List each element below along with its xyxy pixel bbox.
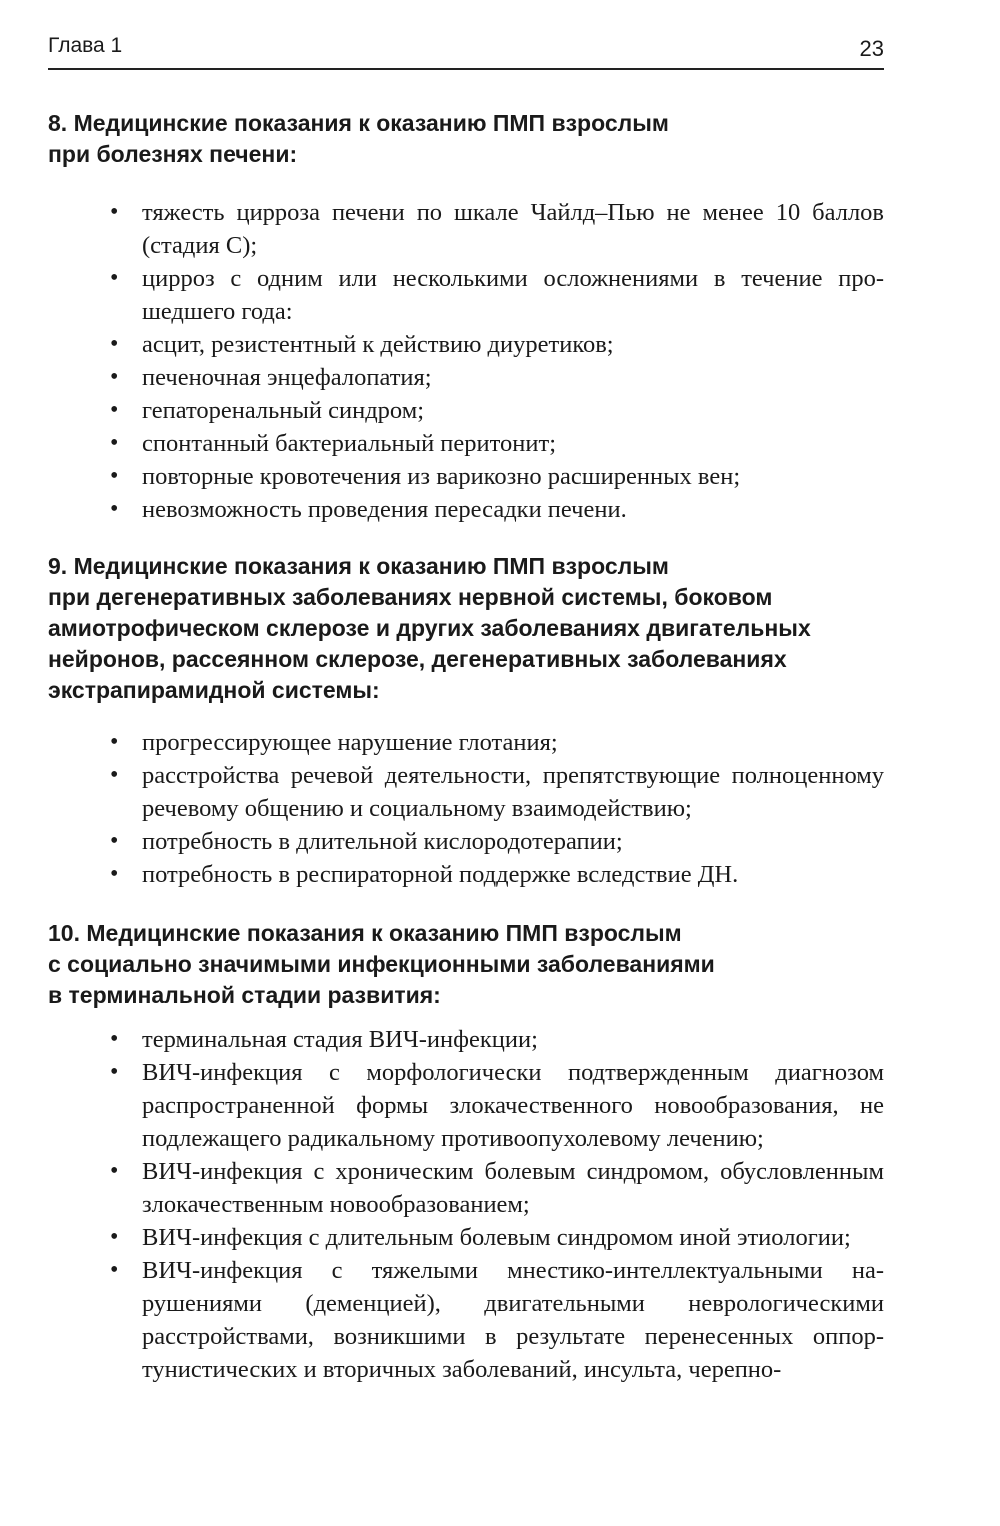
heading-line: с социально значимыми инфекционными заболеваниями [48,951,715,977]
list-item: • ВИЧ-инфекция с морфологически подтвержденным диагнозом распространенной формы злокачественного новообразования, не подлежащего радикальному противоопухолевому лечению; [48,1056,884,1155]
list-item: • невозможность проведения пересадки печени. [48,493,884,526]
list-item: • ВИЧ-инфекция с длительным болевым синдромом иной этиологии; [48,1221,884,1254]
list-item: • печеночная энцефалопатия; [48,361,884,394]
list-item: • гепаторенальный синдром; [48,394,884,427]
list-item: • асцит, резистентный к действию диуретиков; [48,328,884,361]
heading-line: амиотрофическом склерозе и других заболеваниях двигательных [48,615,811,641]
heading-line: при болезнях печени: [48,141,298,167]
heading-line: при дегенеративных заболеваниях нервной системы, боковом [48,584,773,610]
section-9 [48,551,884,891]
heading-line: нейронов, рассеянном склерозе, дегенеративных заболеваниях [48,646,787,672]
list-item: • цирроз с одним или несколькими осложнениями в течение прошедшего года: [48,262,884,328]
list-item: • ВИЧ-инфекция с хроническим болевым синдромом, обусловленным злокачественным новообразованием; [48,1155,884,1221]
heading-line: экстрапирамидной системы: [48,677,380,703]
running-header [48,32,884,70]
section-heading [48,551,884,706]
bullet-list [48,1023,884,1386]
list-item: • тяжесть цирроза печени по шкале Чайлд–Пью не менее 10 баллов (стадия С); [48,196,884,262]
chapter-label: Глава 1 [48,34,123,57]
list-item: • расстройства речевой деятельности, препятствующие полноценному речевому общению и социальному взаимодействию; [48,759,884,825]
heading-line: 10. Медицинские показания к оказанию ПМП взрослым [48,920,682,946]
list-item: • ВИЧ-инфекция с тяжелыми мнестико-интеллектуальными нарушениями (деменцией), двигательными неврологическими расстройствами, возникшими в результате перенесенных оппортунистических и вторичных заболеваний, инсульта, черепно- [48,1254,884,1386]
heading-line: 9. Медицинские показания к оказанию ПМП взрослым [48,553,669,579]
section-heading [48,918,884,1011]
list-item: • повторные кровотечения из варикозно расширенных вен; [48,460,884,493]
bullet-list [48,726,884,891]
section-heading [48,108,884,170]
bullet-list [48,196,884,526]
list-item: • спонтанный бактериальный перитонит; [48,427,884,460]
list-item: • терминальная стадия ВИЧ-инфекции; [48,1023,884,1056]
list-item: • прогрессирующее нарушение глотания; [48,726,884,759]
heading-line: в терминальной стадии развития: [48,982,441,1008]
list-item: • потребность в респираторной поддержке вследствие ДН. [48,858,884,891]
page-number: 23 [859,36,884,61]
heading-line: 8. Медицинские показания к оказанию ПМП взрослым [48,110,669,136]
section-8 [48,108,884,526]
list-item: • потребность в длительной кислородотерапии; [48,825,884,858]
section-10 [48,918,884,1386]
